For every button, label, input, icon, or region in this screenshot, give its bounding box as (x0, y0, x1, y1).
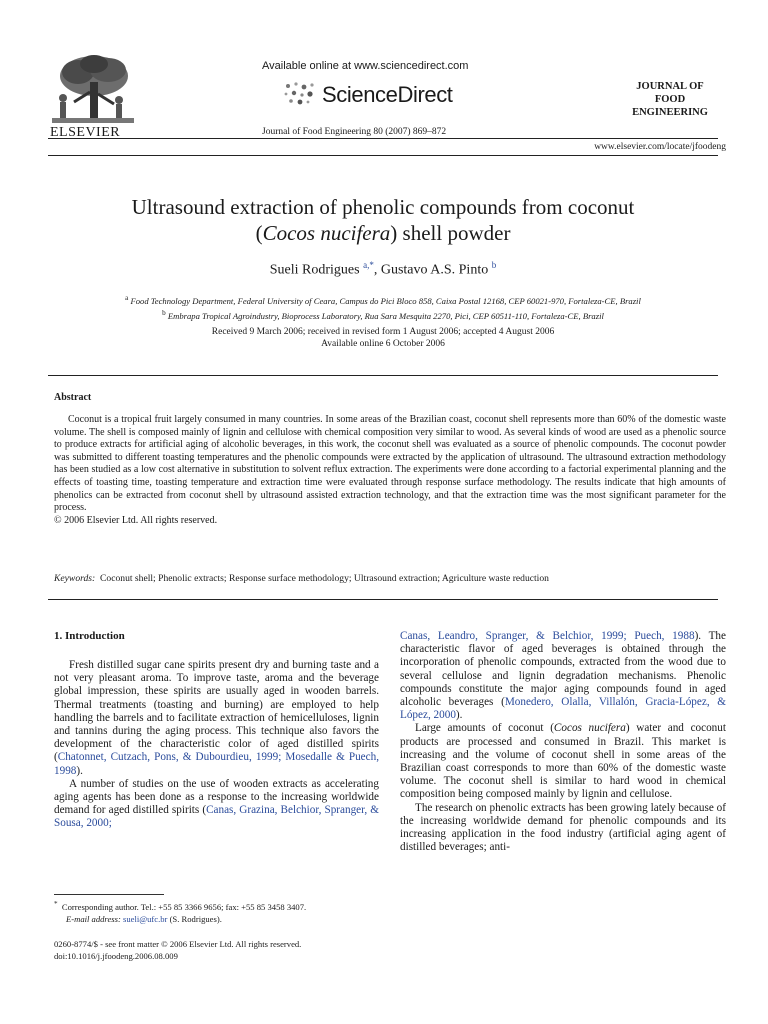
email-line: E-mail address: sueli@ufc.br (S. Rodrigues). (66, 913, 222, 924)
journal-citation: Journal of Food Engineering 80 (2007) 869–872 (262, 127, 447, 137)
affiliation-a: $^a$ Food Technology Department, Federal University of Ceara, Campus do Pici Bloco 858, Caixa Postal 12168, CEP 60021-970, Fortaleza-CE, Brazil (125, 294, 641, 306)
sciencedirect-brand: ScienceDirect (322, 82, 453, 107)
citation-link[interactable]: Canas, Grazina, Belchior, Spranger, & Sousa, 2000; (54, 804, 379, 830)
journal-name-line: ENGINEERING (632, 107, 708, 119)
email-link[interactable]: sueli@ufc.br (122, 913, 168, 924)
paragraph: The research on phenolic extracts has been growing lately because of the increasing worldwide demand for phenolic compounds and its increasing application in the food industry (artificial aging agent of distilled beverages; anti- (400, 801, 726, 854)
keywords (54, 573, 726, 584)
issn-line: 0260-8774/$ - see front matter © 2006 Elsevier Ltd. All rights reserved. (54, 939, 302, 949)
column-right (400, 630, 726, 854)
available-date: Available online 6 October 2006 (321, 339, 445, 349)
footnote (54, 898, 384, 925)
paragraph: Canas, Leandro, Spranger, & Belchior, 1999; Puech, 1988). The characteristic flavor of aged beverages is obtained through the incorporation of phenolic compounds, extracted from the wood due to several cellulose and lignin degradation mechanisms. Phenolic compounds constitute the major aging compounds found in aged alcoholic beverages (Monedero, Olalla, Villalón, Gracia-López, & López, 2000). (400, 630, 727, 722)
header-rule-bottom (48, 155, 718, 156)
article-title (48, 194, 718, 246)
author-name: Sueli Rodrigues (269, 262, 360, 278)
title-line-2: (Cocos nucifera) shell powder (255, 221, 511, 245)
title-line-1: Ultrasound extraction of phenolic compounds from coconut (131, 195, 635, 219)
author-affil-mark[interactable]: b (491, 260, 497, 270)
corresponding-author: * Corresponding author. Tel.: +55 85 3366 9656; fax: +55 85 3458 3407. (54, 900, 307, 912)
available-online-text: Available online at www.sciencedirect.com (262, 60, 469, 72)
keywords-list: Coconut shell; Phenolic extracts; Response surface methodology; Ultrasound extraction; Agriculture waste reduction (100, 573, 549, 584)
doi-line[interactable]: doi:10.1016/j.jfoodeng.2006.08.009 (54, 951, 178, 961)
front-matter (54, 938, 384, 962)
citation-link[interactable]: Monedero, Olalla, Villalón, Gracia-López, & López, 2000 (400, 696, 727, 722)
journal-name-line: FOOD (654, 94, 686, 106)
citation-link[interactable]: Chatonnet, Cutzach, Pons, & Dubourdieu, 1999; Mosedalle & Puech, 1998 (54, 751, 379, 777)
abstract-text: Coconut is a tropical fruit largely consumed in many countries. In some areas of the Brazilian coast, coconut shell represents more than 60% of the domestic waste volume. The shell is composed mainly of lignin and cellulose with chemical composition very similar to wood. As several kinds of wood are used as a phenolic source to produce extracts for artificial aging of alcoholic beverages, in this work, the coconut shell was evaluated as a source of phenolic compounds. The coconut powder was submitted to different toasting temperatures and the phenolic compounds were extracted by the application of ultrasound. The ultrasound extraction methodology has been studied as a low cost alternative in substitution to solvent reflux extraction. The experiments were done according to a factorial experimental planning and the effects of toasting time, toasting temperature and extraction time were evaluated through response surface methodology. The results indicate that high amounts of phenolics can be extracted from coconut shell by ultrasound assisted extraction technology, and that the extraction time was the most significant parameter for the process. (54, 414, 726, 514)
author-list: Sueli Rodrigues $^{a,*}$, Gustavo A.S. Pinto $^b$ (269, 260, 497, 278)
affiliations (48, 292, 718, 322)
paragraph: Fresh distilled sugar cane spirits present dry and burning taste and a not very pleasant aroma. To improve taste, aroma and the beverage global impression, these spirits are usually aged in wooden barrels. Thermal treatments (toasting and burning) are employed to help handling the barrels and to facilitate extraction of hemicelluloses, lignin and tannins during the aging process. This technique also favors the development of the characteristic color of aged distilled spirits (Chatonnet, Cutzach, Pons, & Dubourdieu, 1999; Mosedalle & Puech, 1998). (54, 659, 379, 777)
abstract-body (54, 414, 726, 527)
paragraph: Large amounts of coconut (Cocos nucifera) water and coconut products are processed and consumed in Brazil. This market is increasing and the volume of coconut shell in some areas of the Brazilian coast corresponds to more than 60% of the domestic waste volume. The coconut shell is similar to hard wood in chemical composition being composed mainly by lignin and cellulose. (400, 722, 726, 801)
species-name: Cocos nucifera (262, 221, 391, 245)
abstract-copyright: © 2006 Elsevier Ltd. All rights reserved. (54, 514, 218, 526)
article-dates (48, 326, 718, 350)
author-name: Gustavo A.S. Pinto (380, 262, 489, 278)
affiliation-b: $^b$ Embrapa Tropical Agroindustry, Bioprocess Laboratory, Rua Sara Mesquita 2270, Pici, CEP 60511-110, Fortaleza-CE, Brazil (162, 308, 604, 321)
journal-url[interactable]: www.elsevier.com/locate/jfoodeng (594, 142, 726, 152)
abstract-heading: Abstract (54, 392, 92, 403)
journal-name-box (624, 80, 716, 119)
sciencedirect-dots-icon (282, 80, 318, 106)
paragraph: A number of studies on the use of wooden extracts as accelerating aging agents has been done as a response to the increasing worldwide demand for aged distilled spirits (Canas, Grazina, Belchior, Spranger, & Sousa, 2000; (54, 777, 379, 830)
elsevier-tree-logo (48, 52, 138, 126)
column-left (54, 659, 379, 831)
abstract-bottom-rule (48, 599, 718, 600)
section-heading: 1. Introduction (54, 630, 125, 642)
received-dates: Received 9 March 2006; received in revised form 1 August 2006; accepted 4 August 2006 (211, 327, 555, 337)
journal-name-line: JOURNAL OF (636, 81, 704, 92)
header-rule (48, 138, 718, 139)
citation-link[interactable]: Canas, Leandro, Spranger, & Belchior, 1999; Puech, 1988 (400, 630, 695, 642)
keywords-label: Keywords: (54, 573, 96, 584)
publisher-name: ELSEVIER (50, 125, 121, 140)
footnote-rule (54, 894, 164, 895)
author-affil-mark[interactable]: a,* (363, 260, 374, 270)
abstract-top-rule (48, 375, 718, 376)
